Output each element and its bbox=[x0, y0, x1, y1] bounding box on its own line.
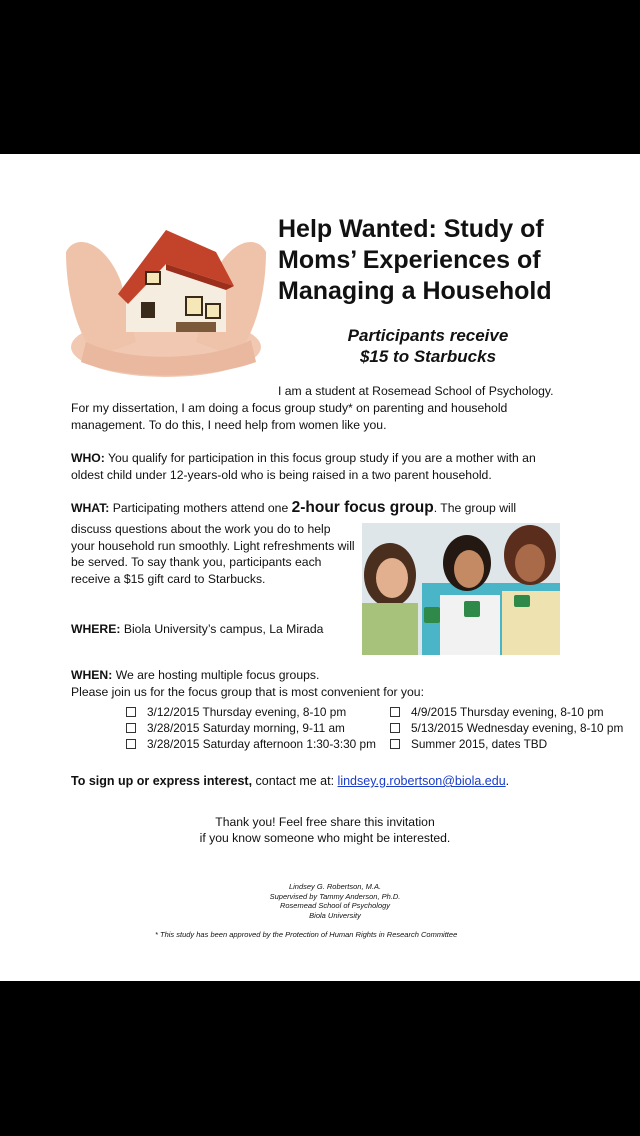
dates-left-column bbox=[126, 704, 376, 752]
checkbox[interactable] bbox=[126, 723, 136, 733]
when-label: WHEN: bbox=[71, 668, 113, 682]
what-pre: Participating mothers attend one bbox=[112, 501, 289, 515]
email-link[interactable]: lindsey.g.robertson@biola.edu bbox=[337, 774, 506, 788]
house-in-hands-image bbox=[66, 212, 266, 382]
approval-footnote: * This study has been approved by the Protection of Human Rights in Research Committee bbox=[155, 930, 458, 939]
date-option[interactable] bbox=[390, 720, 623, 736]
what-paragraph-rest: discuss questions about the work you do to help your household run smoothly. Light refreshments will be served. To say thank you, participants each receive a $15 gift card to Starbucks. bbox=[71, 522, 355, 586]
date-label: 4/9/2015 Thursday evening, 8-10 pm bbox=[411, 705, 604, 719]
who-label: WHO: bbox=[71, 451, 105, 465]
date-label: 5/13/2015 Wednesday evening, 8-10 pm bbox=[411, 721, 624, 735]
date-option[interactable] bbox=[126, 704, 376, 720]
flyer-title: Help Wanted: Study of Moms’ Experiences of Managing a Household bbox=[278, 215, 552, 305]
thank-you-note: Thank you! Feel free share this invitation if you know someone who might be interested. bbox=[199, 815, 451, 845]
intro-line-1: I am a student at Rosemead School of Psychology. bbox=[278, 384, 554, 398]
date-option[interactable] bbox=[390, 704, 623, 720]
what-post: . The group will bbox=[433, 501, 517, 515]
date-option[interactable] bbox=[126, 736, 376, 752]
where-label: WHERE: bbox=[71, 622, 121, 636]
dates-right-column bbox=[390, 704, 623, 752]
signup-label: To sign up or express interest, bbox=[71, 774, 253, 788]
what-highlight: 2-hour focus group bbox=[291, 499, 434, 516]
intro-paragraph: For my dissertation, I am doing a focus group study* on parenting and household management. To do this, I need help from women like you. bbox=[71, 401, 508, 432]
who-text: You qualify for participation in this focus group study if you are a mother with an oldest child under 12-years-old who is being raised in a two parent household. bbox=[71, 451, 536, 482]
checkbox[interactable] bbox=[126, 739, 136, 749]
date-label: 3/28/2015 Saturday afternoon 1:30-3:30 pm bbox=[147, 737, 376, 751]
checkbox[interactable] bbox=[390, 707, 400, 717]
when-paragraph bbox=[71, 667, 571, 700]
flyer-page bbox=[0, 154, 640, 981]
signup-text: contact me at: bbox=[255, 774, 335, 788]
what-paragraph-line-1 bbox=[71, 500, 571, 517]
checkbox[interactable] bbox=[390, 723, 400, 733]
where-paragraph bbox=[71, 621, 323, 638]
signup-end: . bbox=[505, 774, 510, 788]
signup-line bbox=[71, 774, 509, 788]
date-option[interactable] bbox=[126, 720, 376, 736]
date-label: 3/28/2015 Saturday morning, 9-11 am bbox=[147, 721, 345, 735]
when-text: We are hosting multiple focus groups. bbox=[115, 668, 320, 682]
where-text: Biola University’s campus, La Mirada bbox=[123, 622, 324, 636]
date-option[interactable] bbox=[390, 736, 623, 752]
what-label: WHAT: bbox=[71, 501, 110, 515]
who-paragraph bbox=[71, 450, 561, 483]
date-label: Summer 2015, dates TBD bbox=[411, 737, 548, 751]
flyer-subtitle: Participants receive $15 to Starbucks bbox=[347, 326, 509, 366]
mothers-photo bbox=[362, 523, 560, 655]
date-label: 3/12/2015 Thursday evening, 8-10 pm bbox=[147, 705, 347, 719]
checkbox[interactable] bbox=[126, 707, 136, 717]
when-text-2: Please join us for the focus group that is most convenient for you: bbox=[71, 684, 424, 699]
checkbox[interactable] bbox=[390, 739, 400, 749]
credits-block: Lindsey G. Robertson, M.A. Supervised by Tammy Anderson, Ph.D. Rosemead School of Psychology Biola University bbox=[269, 882, 401, 920]
